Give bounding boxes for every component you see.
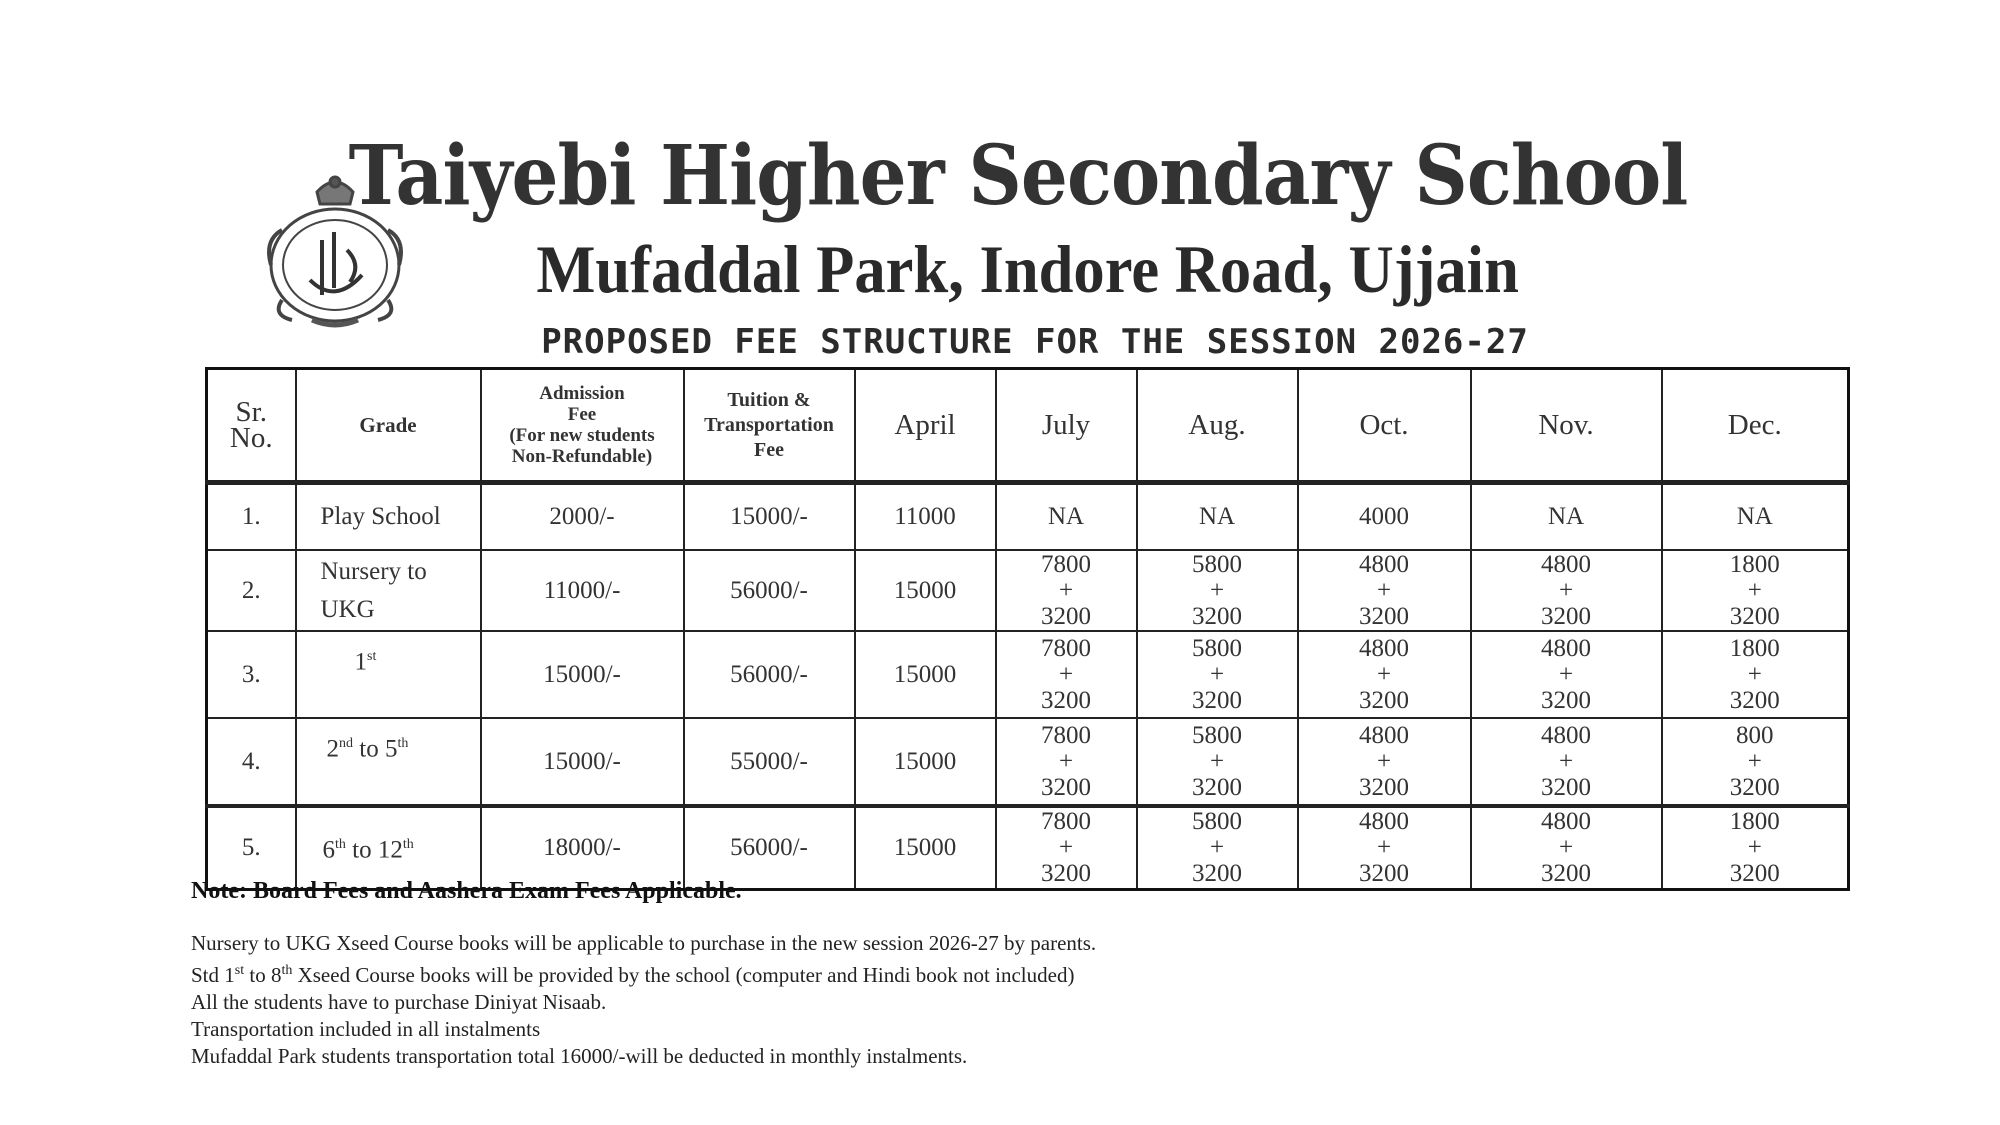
- cell-tuition: 15000/-: [684, 483, 855, 551]
- header-nov: Nov.: [1471, 369, 1662, 483]
- cell-aug: 5800 + 3200: [1137, 718, 1298, 806]
- cell-srno: 4.: [207, 718, 296, 806]
- fee-table: [205, 367, 1850, 891]
- cell-oct: 4800 + 3200: [1298, 631, 1471, 718]
- cell-admission: 18000/-: [481, 806, 684, 890]
- cell-grade: Play School: [296, 483, 481, 551]
- cell-nov: NA: [1471, 483, 1662, 551]
- cell-aug: 5800 + 3200: [1137, 806, 1298, 890]
- cell-tuition: 56000/-: [684, 631, 855, 718]
- cell-nov: 4800 + 3200: [1471, 806, 1662, 890]
- cell-admission: 15000/-: [481, 631, 684, 718]
- session-title: PROPOSED FEE STRUCTURE FOR THE SESSION 2026-27: [541, 322, 1529, 362]
- cell-april: 15000: [855, 631, 996, 718]
- cell-nov: 4800 + 3200: [1471, 718, 1662, 806]
- cell-dec: 1800 + 3200: [1662, 550, 1849, 631]
- cell-grade: Nursery to UKG: [296, 550, 481, 631]
- footer-line: All the students have to purchase Diniyat Nisaab.: [191, 990, 607, 1014]
- school-address: Mufaddal Park, Indore Road, Ujjain: [536, 231, 1519, 307]
- cell-grade: 2nd to 5th: [296, 718, 481, 806]
- cell-july: NA: [996, 483, 1137, 551]
- cell-srno: 2.: [207, 550, 296, 631]
- cell-aug: 5800 + 3200: [1137, 631, 1298, 718]
- cell-oct: 4000: [1298, 483, 1471, 551]
- header-srno: Sr. No.: [207, 369, 296, 483]
- cell-dec: 1800 + 3200: [1662, 806, 1849, 890]
- table-row: [207, 806, 1849, 890]
- table-row: [207, 718, 1849, 806]
- header-grade: Grade: [296, 369, 481, 483]
- table-row: [207, 631, 1849, 718]
- header-july: July: [996, 369, 1137, 483]
- footer-line: Mufaddal Park students transportation total 16000/-will be deducted in monthly instalments.: [191, 1044, 968, 1068]
- footer-notes: [191, 930, 1096, 1070]
- cell-nov: 4800 + 3200: [1471, 631, 1662, 718]
- cell-aug: 5800 + 3200: [1137, 550, 1298, 631]
- cell-tuition: 56000/-: [684, 550, 855, 631]
- cell-dec: 800 + 3200: [1662, 718, 1849, 806]
- cell-srno: 3.: [207, 631, 296, 718]
- cell-srno: 5.: [207, 806, 296, 890]
- cell-admission: 15000/-: [481, 718, 684, 806]
- header-dec: Dec.: [1662, 369, 1849, 483]
- cell-july: 7800 + 3200: [996, 806, 1137, 890]
- cell-april: 11000: [855, 483, 996, 551]
- table-row: [207, 483, 1849, 551]
- header-admission-fee: Admission Fee (For new students Non-Refundable): [481, 369, 684, 483]
- cell-nov: 4800 + 3200: [1471, 550, 1662, 631]
- header-oct: Oct.: [1298, 369, 1471, 483]
- cell-aug: NA: [1137, 483, 1298, 551]
- footer-line: Std 1st to 8th Xseed Course books will be provided by the school (computer and Hindi book not included): [191, 963, 1075, 987]
- cell-oct: 4800 + 3200: [1298, 550, 1471, 631]
- table-header-row: [207, 369, 1849, 483]
- cell-tuition: 56000/-: [684, 806, 855, 890]
- cell-grade: 6th to 12th: [296, 806, 481, 890]
- cell-april: 15000: [855, 550, 996, 631]
- cell-srno: 1.: [207, 483, 296, 551]
- cell-july: 7800 + 3200: [996, 550, 1137, 631]
- header-tuition-fee: Tuition & Transportation Fee: [684, 369, 855, 483]
- fees-note: Note: Board Fees and Aashera Exam Fees Applicable.: [191, 878, 742, 904]
- school-name: Taiyebi Higher Secondary School: [348, 128, 1688, 224]
- cell-oct: 4800 + 3200: [1298, 806, 1471, 890]
- cell-dec: 1800 + 3200: [1662, 631, 1849, 718]
- footer-line: Nursery to UKG Xseed Course books will be applicable to purchase in the new session 2026-27 by parents.: [191, 931, 1097, 955]
- cell-admission: 2000/-: [481, 483, 684, 551]
- footer-line: Transportation included in all instalments: [191, 1017, 541, 1041]
- cell-admission: 11000/-: [481, 550, 684, 631]
- cell-oct: 4800 + 3200: [1298, 718, 1471, 806]
- cell-july: 7800 + 3200: [996, 631, 1137, 718]
- cell-april: 15000: [855, 718, 996, 806]
- cell-july: 7800 + 3200: [996, 718, 1137, 806]
- cell-dec: NA: [1662, 483, 1849, 551]
- cell-grade: 1st: [296, 631, 481, 718]
- header-april: April: [855, 369, 996, 483]
- cell-tuition: 55000/-: [684, 718, 855, 806]
- table-row: [207, 550, 1849, 631]
- cell-april: 15000: [855, 806, 996, 890]
- header-aug: Aug.: [1137, 369, 1298, 483]
